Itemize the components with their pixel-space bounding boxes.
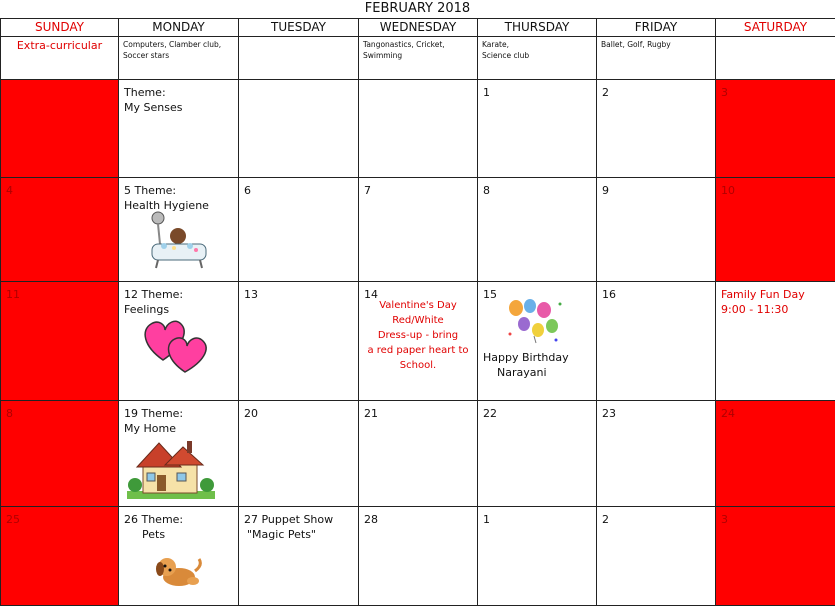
week-row-5 [1, 507, 835, 606]
puppy-icon [151, 553, 205, 589]
date-number: 22 [483, 406, 593, 421]
weekday-header-row [1, 19, 835, 37]
day-cell-thu [478, 507, 597, 606]
extra-thursday: Karate, Science club [478, 37, 597, 80]
date-number: 15 [483, 287, 593, 302]
day-cell-tue [239, 401, 359, 507]
day-cell-mon: Theme: My Senses [119, 80, 239, 178]
date-number: 2 [602, 85, 712, 100]
date-number: 20 [244, 406, 355, 421]
day-cell-sat [716, 507, 835, 606]
date-number: 25 [6, 512, 115, 527]
date-number: 3 [721, 512, 832, 527]
day-cell-sat [716, 178, 835, 282]
day-cell-sun [1, 401, 119, 507]
day-cell-sat [716, 282, 835, 401]
hearts-icon [139, 316, 215, 376]
house-icon [125, 435, 217, 501]
day-cell-tue [239, 80, 359, 178]
date-number: 10 [721, 183, 832, 198]
week-row-3 [1, 282, 835, 401]
valentines-event: Valentine's Day Red/White Dress-up - bring a red paper heart to School. [365, 298, 471, 373]
day-cell-mon: 19 Theme: My Home [119, 401, 239, 507]
day-cell-wed [359, 282, 478, 401]
date-number: 9 [602, 183, 712, 198]
date-number: 1 [483, 512, 593, 527]
date-number: 7 [364, 183, 474, 198]
day-cell-sat [716, 401, 835, 507]
day-cell-mon: 12 Theme: Feelings [119, 282, 239, 401]
date-number: 13 [244, 287, 355, 302]
day-cell-fri [597, 282, 716, 401]
week-row-1 [1, 80, 835, 178]
calendar-grid [0, 18, 835, 606]
day-cell-fri [597, 178, 716, 282]
date-number: 24 [721, 406, 832, 421]
day-cell-sun [1, 178, 119, 282]
day-cell-wed [359, 178, 478, 282]
date-number: 8 [6, 406, 115, 421]
day-header-saturday: SATURDAY [716, 19, 835, 37]
day-cell-sun [1, 80, 119, 178]
calendar-title: FEBRUARY 2018 [0, 0, 835, 18]
date-number: 28 [364, 512, 474, 527]
extra-saturday [716, 37, 835, 80]
date-number: 4 [6, 183, 115, 198]
day-header-friday: FRIDAY [597, 19, 716, 37]
extra-monday: Computers, Clamber club, Soccer stars [119, 37, 239, 80]
day-cell-wed [359, 507, 478, 606]
date-number: 3 [721, 85, 832, 100]
week-row-2 [1, 178, 835, 282]
day-cell-thu [478, 401, 597, 507]
date-number: 1 [483, 85, 593, 100]
day-cell-wed [359, 401, 478, 507]
date-number: 21 [364, 406, 474, 421]
day-cell-tue [239, 178, 359, 282]
extracurricular-label: Extra-curricular [1, 37, 119, 80]
day-header-sunday: SUNDAY [1, 19, 119, 37]
day-cell-tue: 27 Puppet Show "Magic Pets" [239, 507, 359, 606]
date-number: 16 [602, 287, 712, 302]
day-cell-thu [478, 80, 597, 178]
day-cell-fri [597, 507, 716, 606]
day-cell-mon: 26 Theme: Pets [119, 507, 239, 606]
day-cell-tue [239, 282, 359, 401]
day-cell-mon: 5 Theme: Health Hygiene [119, 178, 239, 282]
date-number: 14 [364, 287, 474, 302]
family-fun-day-event: Family Fun Day 9:00 - 11:30 [721, 287, 832, 317]
date-number: 8 [483, 183, 593, 198]
balloons-icon [504, 296, 566, 344]
day-cell-sat [716, 80, 835, 178]
date-number: 2 [602, 512, 712, 527]
day-header-thursday: THURSDAY [478, 19, 597, 37]
extra-tuesday [239, 37, 359, 80]
day-cell-sun [1, 282, 119, 401]
day-cell-wed [359, 80, 478, 178]
extra-wednesday: Tangonastics, Cricket, Swimming [359, 37, 478, 80]
date-number: 6 [244, 183, 355, 198]
day-cell-thu [478, 178, 597, 282]
date-number: 23 [602, 406, 712, 421]
day-cell-sun [1, 507, 119, 606]
week-row-4 [1, 401, 835, 507]
day-header-monday: MONDAY [119, 19, 239, 37]
extra-friday: Ballet, Golf, Rugby [597, 37, 716, 80]
day-cell-fri [597, 401, 716, 507]
day-header-wednesday: WEDNESDAY [359, 19, 478, 37]
day-cell-thu [478, 282, 597, 401]
bathtub-icon [144, 210, 210, 276]
extracurricular-row [1, 37, 835, 80]
birthday-event: Happy Birthday Narayani [483, 350, 569, 380]
day-cell-fri [597, 80, 716, 178]
date-number: 11 [6, 287, 115, 302]
day-header-tuesday: TUESDAY [239, 19, 359, 37]
